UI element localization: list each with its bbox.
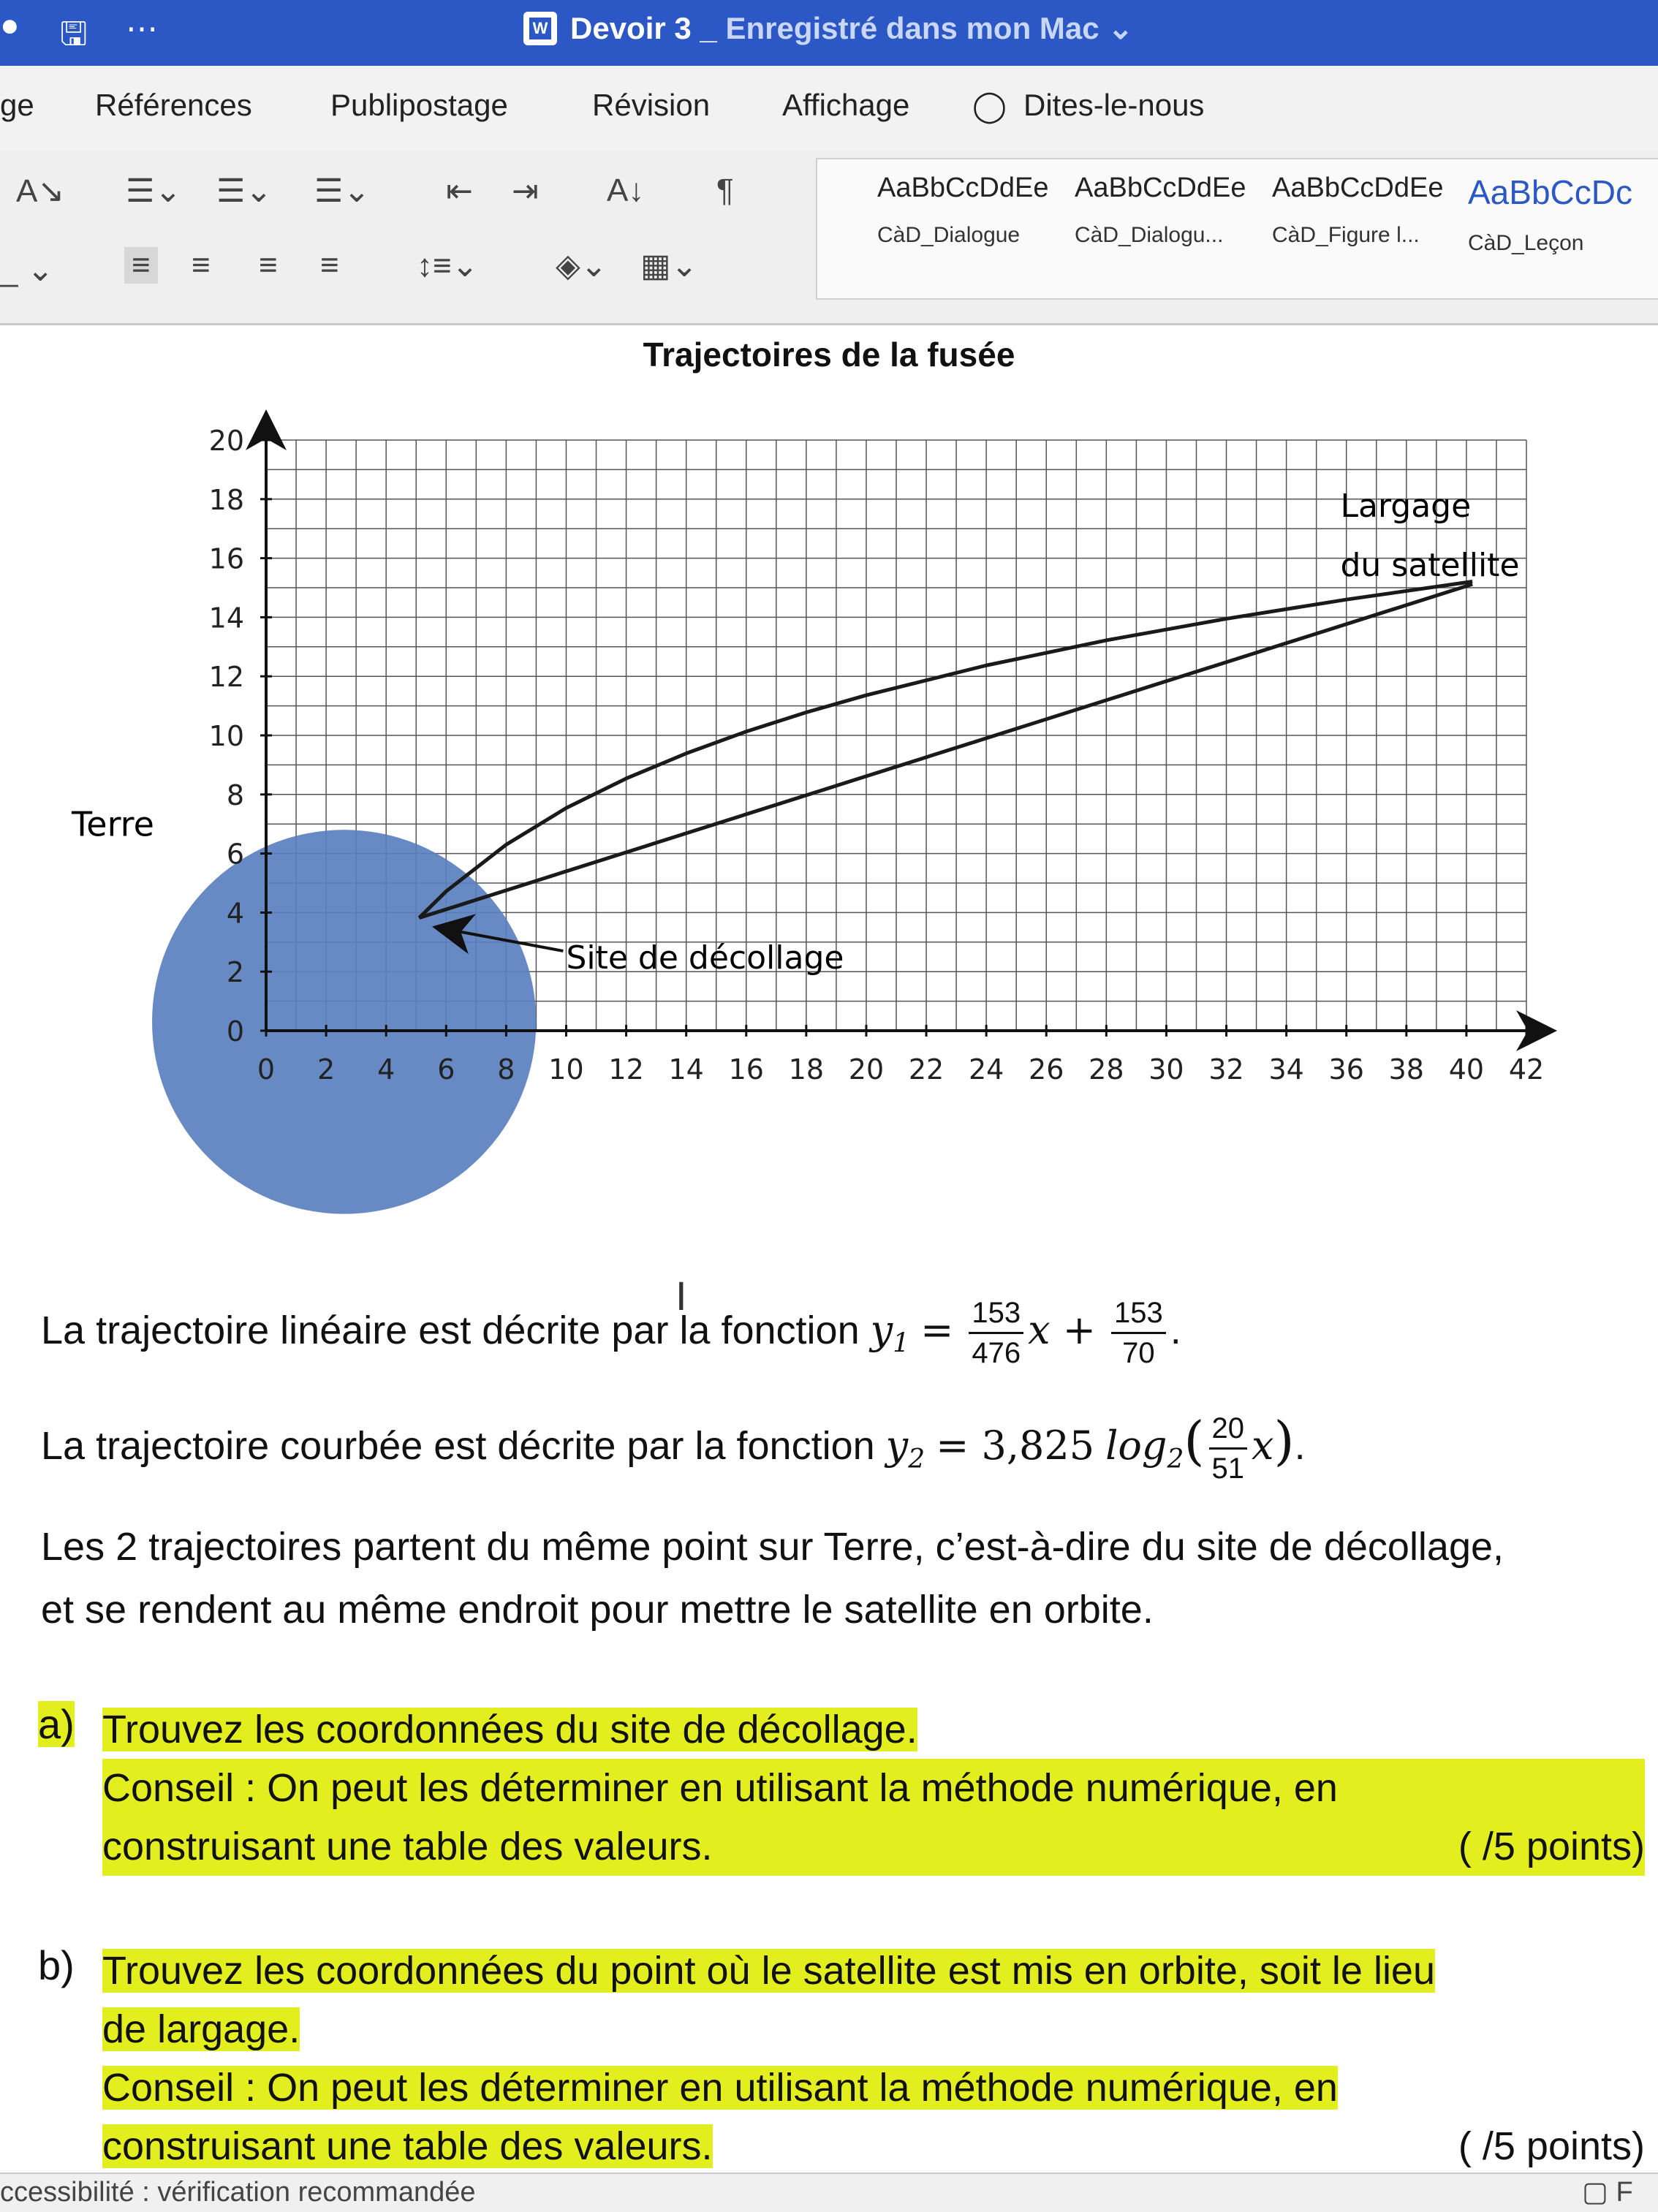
x-tick-label: 40	[1448, 1053, 1485, 1086]
release-label-line1: Largage	[1340, 488, 1472, 526]
y-tick-label: 12	[208, 661, 244, 694]
question-a: Trouvez les coordonnées du site de décollage. Conseil : On peut les déterminer en utilisant la méthode numérique, en construisant une table des valeurs. ( /5 points)	[102, 1700, 1645, 1876]
linear-trajectory-line	[419, 584, 1472, 918]
y-tick-label: 0	[226, 1015, 244, 1048]
style-card-lecon[interactable]: AaBbCcDc CàD_Leçon	[1468, 173, 1632, 255]
fraction-log-argument: $\frac{20}{51}$	[1209, 1409, 1248, 1488]
y-tick-label: 6	[226, 838, 244, 871]
save-status: Enregistré dans mon Mac	[725, 11, 1099, 45]
y-tick-label: 8	[226, 779, 244, 811]
pilcrow-icon[interactable]: ¶	[716, 173, 734, 208]
sort-icon[interactable]: A↓	[607, 173, 645, 208]
borders-icon[interactable]: ▦⌄	[640, 248, 698, 284]
x-tick-label: 16	[728, 1053, 764, 1086]
y-tick-label: 18	[208, 483, 244, 516]
line-spacing-icon[interactable]: ↕≡⌄	[417, 248, 479, 284]
question-b: Trouvez les coordonnées du point où le satellite est mis en orbite, soit le lieu de largage. Conseil : On peut les déterminer en utilisant la méthode numérique, en construisant une table des valeurs. ( /5 points)	[102, 1949, 1645, 2168]
trajectory-chart	[0, 380, 1658, 1257]
fraction-slope: $\frac{153}{476}$	[969, 1294, 1023, 1372]
ribbon-tabs	[0, 66, 1658, 151]
x-tick-label: 36	[1328, 1053, 1364, 1086]
word-app-icon: W	[523, 12, 557, 45]
release-label-line2: du satellite	[1340, 546, 1520, 584]
x-tick-label: 0	[257, 1053, 276, 1086]
tab-page-layout[interactable]: ge	[0, 88, 34, 122]
align-left-icon[interactable]: ≡	[124, 247, 158, 284]
accessibility-status[interactable]: ccessibilité : vérification recommandée	[0, 2177, 476, 2208]
numbered-list-icon[interactable]: ☰⌄	[216, 173, 273, 209]
save-icon[interactable]: 🖫	[60, 16, 88, 52]
increase-indent-icon[interactable]: ⇥	[512, 173, 539, 209]
shading-icon[interactable]: ◈⌄	[556, 248, 607, 284]
window-title[interactable]	[570, 10, 1133, 46]
x-tick-label: 2	[317, 1053, 336, 1086]
document-name: Devoir 3 _	[570, 11, 717, 45]
font-color-dropdown-icon[interactable]: _ ⌄	[0, 252, 54, 288]
x-tick-label: 10	[548, 1053, 584, 1086]
question-b-marker: b)	[38, 1942, 75, 1988]
x-tick-label: 20	[848, 1053, 885, 1086]
y-tick-label: 4	[226, 897, 244, 930]
x-tick-label: 42	[1508, 1053, 1545, 1086]
x-tick-label: 30	[1148, 1053, 1184, 1086]
y-tick-label: 2	[226, 956, 244, 989]
x-tick-label: 26	[1029, 1053, 1064, 1086]
x-tick-label: 14	[668, 1053, 704, 1086]
decrease-indent-icon[interactable]: ⇤	[446, 173, 473, 209]
window-control-icon[interactable]: ●	[0, 7, 20, 43]
equation-linear: La trajectoire linéaire est décrite par la fonction $y_1$ = $\frac{153}{476}$ x + $\frac{153}{70}$ .	[41, 1294, 1620, 1376]
align-center-icon[interactable]: ≡	[192, 247, 211, 283]
tab-references[interactable]: Références	[95, 88, 252, 122]
more-icon[interactable]: ⋯	[126, 11, 158, 47]
chart-title: Trajectoires de la fusée	[643, 336, 1015, 374]
x-tick-label: 32	[1208, 1053, 1244, 1086]
x-tick-label: 8	[497, 1053, 515, 1086]
multilevel-list-icon[interactable]: ☰⌄	[314, 173, 371, 209]
y-tick-label: 20	[208, 425, 244, 457]
justify-icon[interactable]: ≡	[320, 247, 339, 283]
chevron-down-icon[interactable]: ⌄	[1108, 11, 1134, 45]
y-tick-label: 14	[208, 602, 244, 635]
styles-gallery	[816, 158, 1658, 300]
x-tick-label: 34	[1268, 1053, 1304, 1086]
style-card-dialogue-2[interactable]: AaBbCcDdEe CàD_Dialogu...	[1075, 173, 1246, 247]
earth-circle	[152, 830, 536, 1213]
bullet-list-icon[interactable]: ☰⌄	[126, 173, 182, 209]
y-tick-label: 16	[208, 542, 244, 575]
title-bar	[0, 0, 1658, 66]
status-bar	[0, 2173, 1658, 2212]
launch-site-label: Site de décollage	[566, 939, 844, 977]
x-tick-label: 38	[1388, 1053, 1424, 1086]
tell-me-search[interactable]: Dites-le-nous	[1023, 88, 1205, 122]
earth-label: Terre	[72, 804, 154, 844]
chart-series	[419, 582, 1472, 918]
question-a-marker: a)	[38, 1701, 75, 1747]
fraction-intercept: $\frac{153}{70}$	[1111, 1294, 1166, 1372]
x-tick-label: 24	[968, 1053, 1004, 1086]
text-cursor-icon: I	[675, 1273, 687, 1319]
x-tick-label: 18	[788, 1053, 825, 1086]
style-card-dialogue[interactable]: AaBbCcDdEe CàD_Dialogue	[877, 173, 1049, 247]
x-tick-label: 6	[437, 1053, 455, 1086]
x-tick-label: 4	[377, 1053, 395, 1086]
lightbulb-icon: ◯	[972, 88, 1007, 123]
body-paragraph: Les 2 trajectoires partent du même point sur Terre, c’est-à-dire du site de décollage, et se rendent au même endroit pour mettre le satellite en orbite.	[41, 1525, 1504, 1632]
tab-view[interactable]: Affichage	[782, 88, 910, 122]
x-tick-label: 28	[1089, 1053, 1124, 1086]
focus-mode-icon[interactable]: ▢ F	[1582, 2177, 1633, 2208]
x-tick-label: 12	[608, 1053, 644, 1086]
style-card-figure[interactable]: AaBbCcDdEe CàD_Figure l...	[1272, 173, 1444, 247]
y-tick-label: 10	[208, 720, 244, 752]
equation-curved: La trajectoire courbée est décrite par la fonction $y_2 = 3,825$ $\log_2$( $\frac{20}{51}$ x).	[41, 1409, 1620, 1491]
tab-review[interactable]: Révision	[592, 88, 711, 122]
tab-mailings[interactable]: Publipostage	[330, 88, 508, 122]
clear-formatting-icon[interactable]: A↘	[16, 173, 65, 209]
x-tick-label: 22	[908, 1053, 945, 1086]
align-right-icon[interactable]: ≡	[259, 247, 278, 283]
